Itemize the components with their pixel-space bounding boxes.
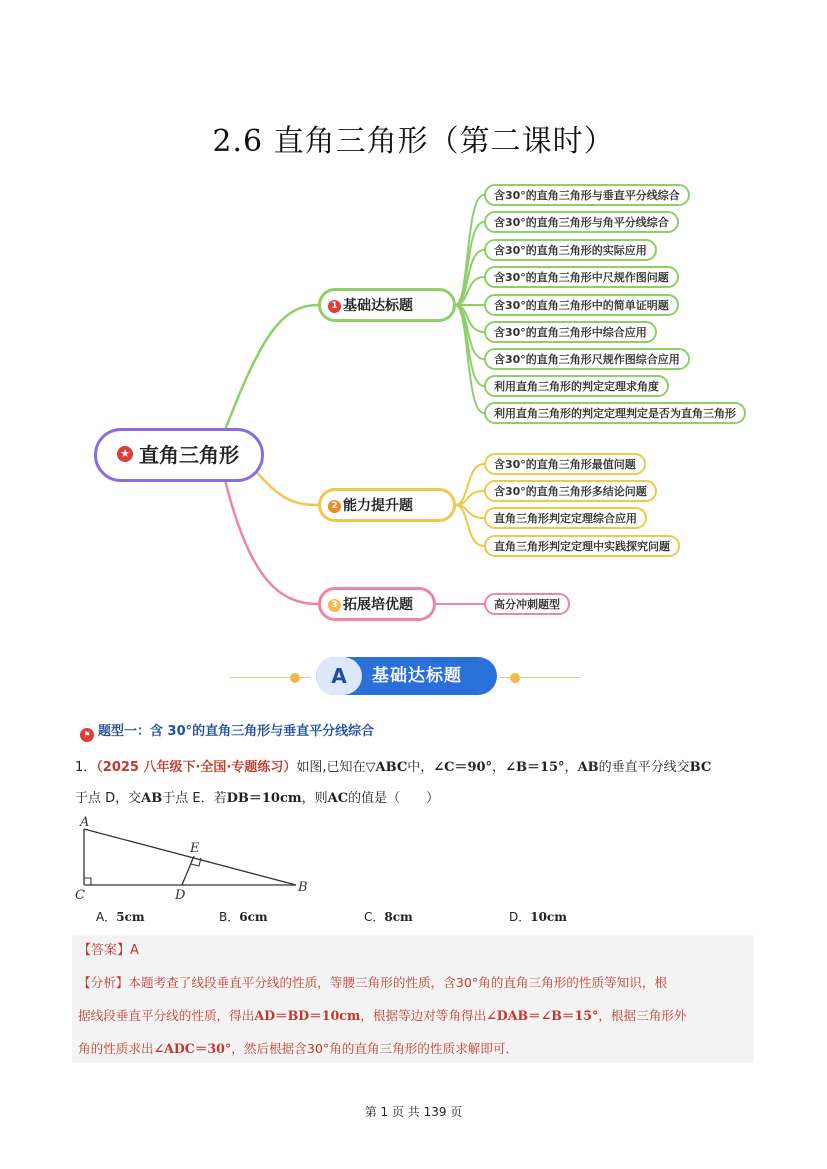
connector-root-branch3 — [225, 480, 318, 604]
mindmap-leaf: 利用直角三角形的判定定理求角度 — [484, 375, 669, 397]
mindmap-leaf: 含30°的直角三角形中的简单证明题 — [484, 294, 679, 316]
page-footer: 第 1 页 共 139 页 — [364, 1105, 463, 1119]
choice-d[interactable] — [509, 908, 567, 925]
choice-key: A． — [96, 910, 117, 924]
math-equation: AD＝BD＝10cm — [254, 1008, 361, 1023]
analysis-text: 据线段垂直平分线的性质，得出 — [78, 1008, 255, 1023]
number-one-icon: 1 — [328, 300, 341, 313]
mindmap-leaf: 利用直角三角形的判定定理判定是否为直角三角形 — [484, 402, 746, 424]
vertex-label-b: B — [298, 880, 308, 895]
question-type-label: 题型一：含 30°的直角三角形与垂直平分线综合 — [98, 724, 375, 739]
section-letter: A — [316, 657, 362, 695]
analysis-line-3 — [78, 1038, 518, 1060]
segment-ab — [84, 829, 296, 885]
analysis-text: ，根据三角形外 — [598, 1008, 687, 1023]
vertex-label-c: C — [75, 888, 85, 902]
analysis-line-2 — [78, 1005, 686, 1027]
math-length: DB＝10cm — [226, 791, 302, 806]
question-text: 中， — [407, 760, 434, 775]
math-segment: BC — [689, 760, 712, 775]
vertex-label-d: D — [175, 888, 186, 902]
page-title: 2.6 直角三角形（第二课时） — [212, 124, 615, 159]
choice-key: B． — [219, 910, 240, 924]
vertex-label-e: E — [190, 841, 200, 856]
mindmap-leaf: 含30°的直角三角形尺规作图综合应用 — [484, 348, 690, 370]
branch-label: 基础达标题 — [343, 298, 413, 314]
math-segment: AC — [327, 791, 349, 806]
math-angle-b: ∠B＝15° — [505, 760, 565, 775]
math-equation: ∠DAB＝∠B＝15° — [486, 1008, 599, 1023]
mindmap-leaf: 含30°的直角三角形的实际应用 — [484, 239, 657, 261]
choice-key: D． — [509, 910, 531, 924]
mindmap-leaf: 高分冲刺题型 — [484, 593, 570, 615]
choice-b[interactable] — [219, 908, 268, 925]
question-text: 于点 D，交 — [75, 791, 142, 806]
question-line-2 — [75, 788, 439, 810]
analysis-line-1: 【分析】本题考查了线段垂直平分线的性质，等腰三角形的性质，含30°角的直角三角形的性质等知识，根 — [78, 975, 668, 990]
answer-label: 【答案】A — [78, 943, 139, 958]
mindmap-branch-basic — [318, 288, 456, 322]
question-text: 于点 E．若 — [162, 791, 227, 806]
mindmap-leaf: 含30°的直角三角形中尺规作图问题 — [484, 266, 679, 288]
mindmap-root — [94, 428, 264, 482]
question-number: 1． — [75, 760, 97, 775]
mindmap-branch-extension — [318, 587, 436, 621]
mindmap-branch-advanced — [318, 488, 456, 522]
choice-value: 6cm — [239, 910, 268, 924]
choice-c[interactable] — [364, 908, 413, 925]
choice-value: 8cm — [384, 910, 413, 924]
analysis-text: ，根据等边对等角得出 — [360, 1008, 487, 1023]
mindmap-leaf: 含30°的直角三角形最值问题 — [484, 453, 646, 475]
question-text: ， — [492, 760, 506, 775]
vertex-label-a: A — [80, 815, 90, 830]
question-line-1 — [75, 757, 711, 779]
mindmap-root-label: 直角三角形 — [139, 443, 239, 467]
section-banner — [316, 657, 497, 695]
math-angle-c: ∠C＝90° — [433, 760, 493, 775]
math-triangle: ▽ABC — [365, 760, 408, 775]
branch-label: 拓展培优题 — [343, 597, 413, 613]
choice-key: C． — [364, 910, 385, 924]
number-three-icon: 3 — [328, 599, 341, 612]
connector-root-branch1 — [225, 305, 318, 430]
math-equation: ∠ADC＝30° — [153, 1041, 232, 1056]
number-two-icon: 2 — [328, 500, 341, 513]
mindmap-leaf: 含30°的直角三角形与垂直平分线综合 — [484, 184, 690, 206]
math-segment: AB — [141, 791, 163, 806]
question-text: 的值是（ ） — [348, 791, 440, 806]
question-text: 如图,已知在 — [296, 760, 366, 775]
banner-dot-right — [510, 673, 520, 683]
choice-value: 10cm — [530, 910, 567, 924]
section-title: 基础达标题 — [372, 666, 462, 686]
question-source: （2025 八年级下·全国·专题练习） — [96, 760, 297, 775]
analysis-text: 角的性质求出 — [78, 1041, 154, 1056]
math-segment: AB — [577, 760, 599, 775]
question-text: ，则 — [301, 791, 328, 806]
star-icon: ★ — [117, 446, 133, 462]
flag-icon: ⚑ — [80, 728, 94, 742]
mindmap-leaf: 含30°的直角三角形多结论问题 — [484, 480, 657, 502]
mindmap-leaf: 含30°的直角三角形与角平分线综合 — [484, 211, 679, 233]
mindmap-leaf: 含30°的直角三角形中综合应用 — [484, 321, 657, 343]
connector-root-branch2 — [255, 470, 318, 505]
question-text: ， — [564, 760, 578, 775]
analysis-text: ，然后根据含30°角的直角三角形的性质求解即可． — [231, 1041, 519, 1056]
segment-de — [182, 856, 194, 885]
question-text: 的垂直平分线交 — [598, 760, 690, 775]
mindmap-leaf: 直角三角形判定定理综合应用 — [484, 507, 647, 529]
question-type-heading — [80, 720, 374, 742]
mindmap-leaf: 直角三角形判定定理中实践探究问题 — [484, 535, 680, 557]
choice-value: 5cm — [116, 910, 145, 924]
branch-label: 能力提升题 — [343, 498, 413, 514]
right-angle-mark-c — [84, 878, 91, 885]
triangle-figure — [72, 812, 322, 902]
banner-dot-left — [290, 673, 300, 683]
choice-a[interactable] — [96, 908, 145, 925]
